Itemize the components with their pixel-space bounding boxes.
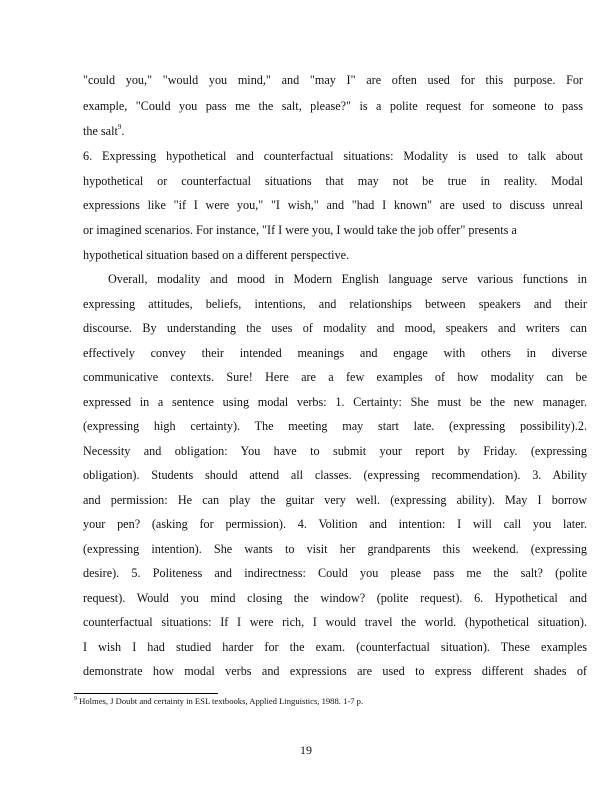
body-line: effectively convey their intended meanings and engage with others in diverse xyxy=(83,346,587,360)
body-line: and permission: He can play the guitar very well. (expressing ability). May I borrow xyxy=(83,493,587,507)
body-line: (expressing intention). She wants to visit her grandparents this weekend. (expressing xyxy=(83,542,587,556)
page-number: 19 xyxy=(300,743,312,757)
footnote-text: Holmes, J Doubt and certainty in ESL textbooks, Applied Linguistics, 1988. 1-7 p. xyxy=(79,696,364,706)
body-line: example, "Could you pass me the salt, please?" is a polite request for someone to pass xyxy=(83,99,583,113)
footnote xyxy=(74,696,363,707)
body-line: "could you," "would you mind," and "may I" are often used for this purpose. For xyxy=(83,73,583,87)
body-line: desire). 5. Politeness and indirectness: Could you please pass me the salt? (polite xyxy=(83,566,587,580)
body-line: communicative contexts. Sure! Here are a few examples of how modality can be xyxy=(83,370,587,384)
footnote-reference: 9 xyxy=(117,123,122,131)
body-line: request). Would you mind closing the window? (polite request). 6. Hypothetical and xyxy=(83,591,587,605)
body-line: counterfactual situations: If I were rich, I would travel the world. (hypothetical situation). xyxy=(83,615,587,629)
body-line: expressed in a sentence using modal verbs: 1. Certainty: She must be the new manager. xyxy=(83,395,587,409)
footnote-divider xyxy=(74,693,218,694)
body-line-with-footnote-ref xyxy=(83,124,124,139)
body-line-indented: Overall, modality and mood in Modern English language serve various functions in xyxy=(108,272,587,286)
footnote-marker: 9 xyxy=(74,696,77,702)
body-line: expressing attitudes, beliefs, intentions, and relationships between speakers and their xyxy=(83,297,587,311)
body-line: expressions like "if I were you," "I wish," and "had I known" are used to discuss unreal xyxy=(83,198,583,212)
body-line: I wish I had studied harder for the exam. (counterfactual situation). These examples xyxy=(83,640,587,654)
body-line: Necessity and obligation: You have to submit your report by Friday. (expressing xyxy=(83,444,587,458)
body-line: hypothetical or counterfactual situations that may not be true in reality. Modal xyxy=(83,174,583,188)
body-line: (expressing high certainty). The meeting may start late. (expressing possibility).2. xyxy=(83,419,587,433)
body-line-text: the salt xyxy=(83,124,118,138)
body-line: obligation). Students should attend all classes. (expressing recommendation). 3. Ability xyxy=(83,468,587,482)
body-line: discourse. By understanding the uses of modality and mood, speakers and writers can xyxy=(83,321,587,335)
body-line-tail: . xyxy=(121,124,125,138)
body-line: 6. Expressing hypothetical and counterfactual situations: Modality is used to talk about xyxy=(83,149,583,163)
body-line: your pen? (asking for permission). 4. Volition and intention: I will call you later. xyxy=(83,517,587,531)
body-line: hypothetical situation based on a different perspective. xyxy=(83,248,350,262)
body-line: demonstrate how modal verbs and expressions are used to express different shades of xyxy=(83,664,587,678)
body-line: or imagined scenarios. For instance, "If I were you, I would take the job offer" presents a xyxy=(83,223,517,237)
